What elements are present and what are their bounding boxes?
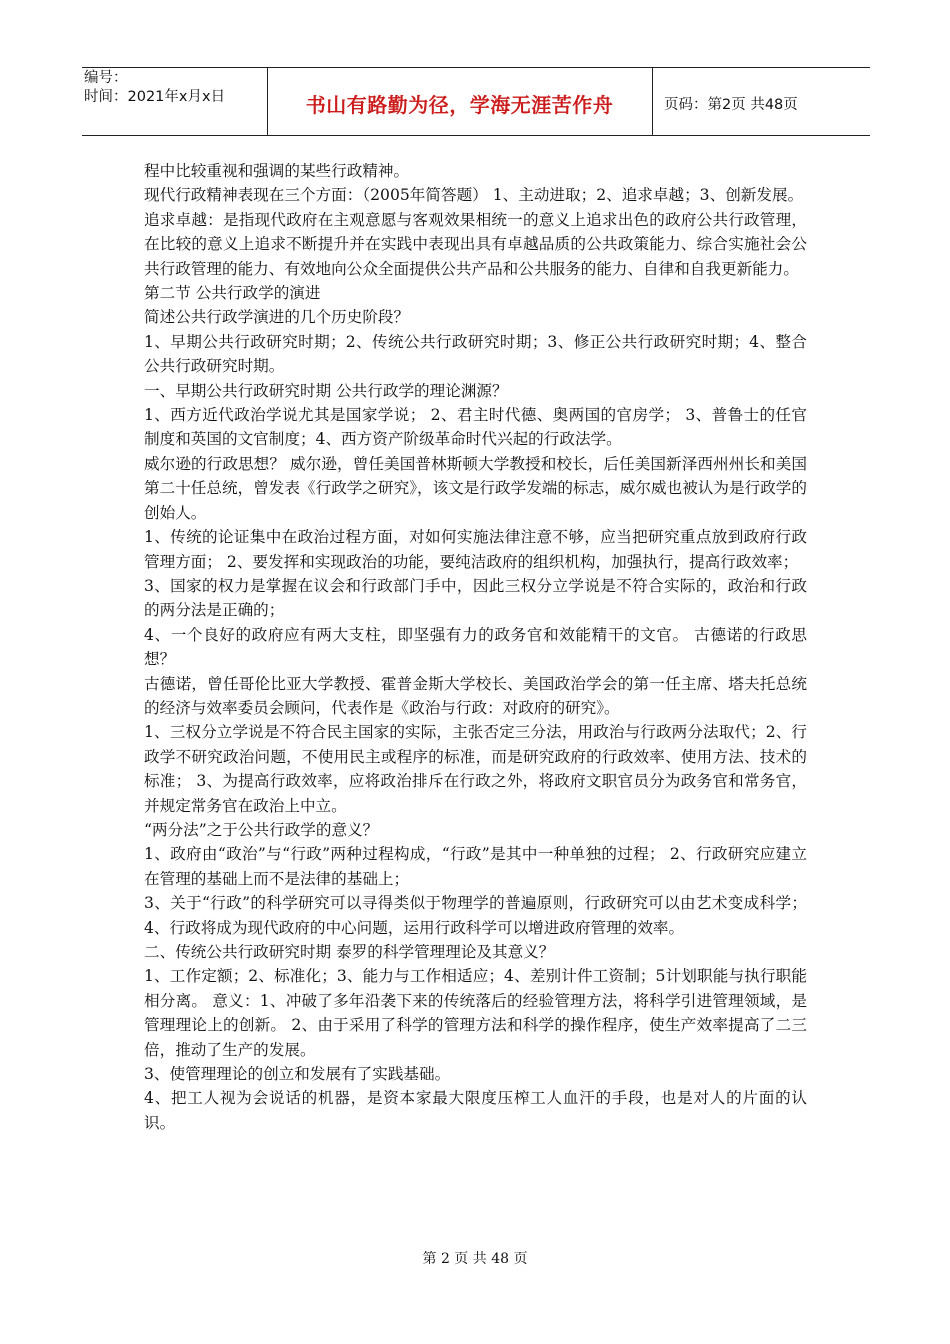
paragraph: 1、三权分立学说是不符合民主国家的实际，主张否定三分法，用政治与行政两分法取代；2、行政学不研究政治问题，不使用民主或程序的标准，而是研究政府的行政效率、使用方法、技术的标准； 3、为提高行政效率，应将政治排斥在行政之外，将政府文职官员分为政务官和常务官，并规定常务官在政治上中立。 [144,723,807,815]
paragraph: 1、工作定额；2、标准化；3、能力与工作相适应；4、差别计件工资制；5计划职能与执行职能相分离。 意义：1、冲破了多年沿袭下来的传统落后的经验管理方法，将科学引进管理领域，是管理理论上的创新。 2、由于采用了科学的管理方法和科学的操作程序，使生产效率提高了二三倍，推动了生产的发展。 [144,967,807,1059]
header-page-info: 页码：第2页 共48页 [664,97,798,113]
header-motto: 书山有路勤为径，学海无涯苦作舟 [305,93,614,117]
paragraph: 3、使管理理论的创立和发展有了实践基础。 [144,1065,451,1084]
header-meta [84,69,225,107]
paragraph: 追求卓越：是指现代政府在主观意愿与客观效果相统一的意义上追求出色的政府公共行政管理，在比较的意义上追求不断提升并在实践中表现出具有卓越品质的公共政策能力、综合实施社会公共行政管理的能力、有效地向公众全面提供公共产品和公共服务的能力、自律和自我更新能力。 [144,210,807,278]
page-header [82,67,870,137]
section-heading: 第二节 公共行政学的演进 [144,284,321,303]
question: “两分法”之于公共行政学的意义？ [144,820,379,839]
paragraph: 3、国家的权力是掌握在议会和行政部门手中，因此三权分立学说是不符合实际的，政治和行政的两分法是正确的； [144,576,807,620]
question: 简述公共行政学演进的几个历史阶段？ [144,308,410,327]
paragraph: 1、传统的论证集中在政治过程方面，对如何实施法律注意不够，应当把研究重点放到政府行政管理方面； 2、要发挥和实现政治的功能，要纯洁政府的组织机构，加强执行，提高行政效率； [144,528,807,571]
paragraph: 4、一个良好的政府应有两大支柱，即坚强有力的政务官和效能精干的文官。 古德诺的行政思想？ [144,625,807,669]
page-footer: 第 2 页 共 48 页 [422,1251,528,1267]
paragraph: 3、关于“行政”的科学研究可以寻得类似于物理学的普遍原则，行政研究可以由艺术变成科学； 4、行政将成为现代政府的中心问题，运用行政科学可以增进政府管理的效率。 [144,894,807,937]
paragraph: 1、西方近代政治学说尤其是国家学说； 2、君主时代德、奥两国的官房学； 3、普鲁士的任官制度和英国的文官制度；4、西方资产阶级革命时代兴起的行政法学。 [144,406,807,449]
question: 二、传统公共行政研究时期 泰罗的科学管理理论及其意义？ [144,943,555,961]
paragraph: 古德诺，曾任哥伦比亚大学教授、霍普金斯大学校长、美国政治学会的第一任主席、塔夫托总统的经济与效率委员会顾问，代表作是《政治与行政：对政府的研究》。 [144,674,807,717]
paragraph: 1、早期公共行政研究时期；2、传统公共行政研究时期；3、修正公共行政研究时期；4、整合公共行政研究时期。 [144,332,807,376]
document-body [144,159,807,1135]
document-number: 编号： [84,70,128,86]
paragraph: 1、政府由“政治”与“行政”两种过程构成，“行政”是其中一种单独的过程； 2、行政研究应建立在管理的基础上而不是法律的基础上； [144,845,807,888]
header-bottom-rule [82,135,870,136]
paragraph: 程中比较重视和强调的某些行政精神。 [144,162,410,180]
question: 一、早期公共行政研究时期 公共行政学的理论渊源？ [144,381,508,400]
paragraph: 威尔逊的行政思想？ 威尔逊，曾任美国普林斯顿大学教授和校长，后任美国新泽西州州长和美国第二十任总统，曾发表《行政学之研究》，该文是行政学发端的标志，威尔威也被认为是行政学的创始人。 [144,454,807,522]
paragraph: 4、把工人视为会说话的机器，是资本家最大限度压榨工人血汗的手段，也是对人的片面的认识。 [144,1089,807,1132]
document-date: 时间：2021年x月x日 [84,89,226,105]
header-top-rule [82,67,870,68]
paragraph: 现代行政精神表现在三个方面：（2005年简答题） 1、主动进取；2、追求卓越；3、创新发展。 [144,186,804,205]
header-divider [652,67,653,136]
